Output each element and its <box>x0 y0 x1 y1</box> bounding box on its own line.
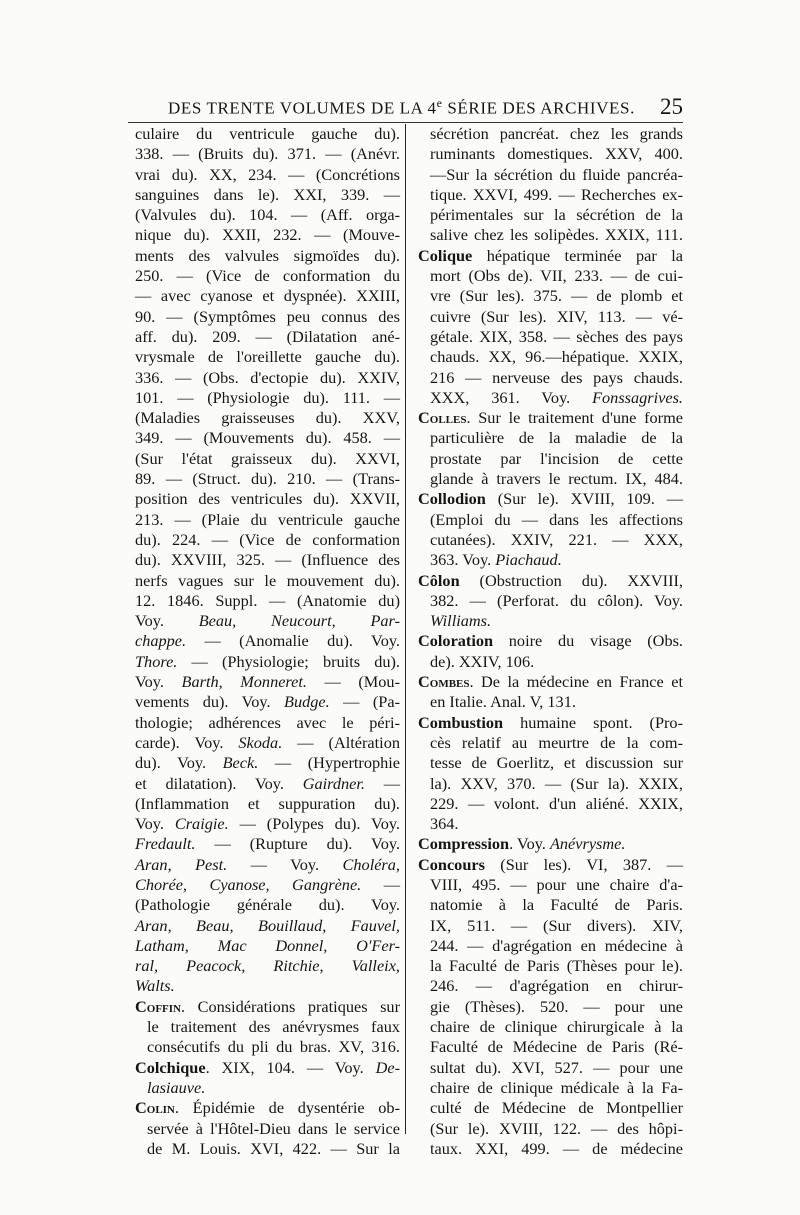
index-text: Latham, Mac Donnel, O'Fer- <box>135 935 400 955</box>
index-line <box>418 1017 683 1037</box>
index-line <box>135 307 400 327</box>
index-text: chauds. XX, 96.—hépatique. XXIX, <box>430 347 683 367</box>
index-text: — (Physiologie; bruits du). <box>177 651 400 671</box>
index-line <box>135 936 400 956</box>
index-text: tesse de Goerlitz, et discussion sur <box>430 753 683 773</box>
index-text: 382. — (Perforat. du côlon). Voy. <box>430 590 683 610</box>
index-line <box>135 672 400 692</box>
index-line <box>135 428 400 448</box>
index-text: Barth, Monneret. <box>181 672 307 692</box>
index-line <box>418 205 683 225</box>
index-text: salive chez les solipèdes. XXIX, 111. <box>430 225 683 245</box>
index-line <box>418 936 683 956</box>
index-line <box>418 733 683 753</box>
index-text: du). XXVIII, 325. — (Influence des <box>135 550 400 570</box>
entry-headword: Combes <box>418 672 470 692</box>
index-line <box>135 855 400 875</box>
index-line <box>418 388 683 408</box>
index-text: 246. — d'agrégation en chirur- <box>430 976 683 996</box>
index-text: la Faculté de Paris (Thèses pour le). <box>430 956 683 976</box>
index-text: . Voy. <box>509 834 550 854</box>
index-text: (Sur le). XVIII, 109. — <box>485 489 683 509</box>
index-text: Aran, Pest. <box>135 854 228 874</box>
index-text: vrai du). XX, 234. — (Concrétions <box>135 164 400 184</box>
index-line <box>135 713 400 733</box>
index-line <box>418 327 683 347</box>
index-line <box>418 774 683 794</box>
index-line <box>418 286 683 306</box>
index-text: Voy. <box>135 814 175 834</box>
index-text: sultat du). XVI, 527. — pour une <box>430 1057 683 1077</box>
index-text: périmentales sur la sécrétion de la <box>430 205 683 225</box>
index-line <box>418 225 683 245</box>
index-text: du). 224. — (Vice de conformation <box>135 529 400 549</box>
index-text: hépatique terminée par la <box>472 245 683 265</box>
index-text: (Maladies graisseuses du). XXV, <box>135 408 400 428</box>
index-text: vrysmale de l'oreillette gauche du). <box>135 347 400 367</box>
index-text: vements du). Voy. <box>135 692 285 712</box>
index-text: culaire du ventricule gauche du). <box>135 124 400 143</box>
index-text: nerfs vagues sur le mouvement du). <box>135 570 400 590</box>
index-text: carde). Voy. <box>135 732 239 752</box>
index-text: cès relatif au meurtre de la com- <box>430 732 683 752</box>
index-text: noire du visage (Obs. <box>493 631 683 651</box>
index-text: . Épidémie de dysentérie ob- <box>174 1098 400 1118</box>
index-line <box>135 469 400 489</box>
index-text: (Valvules du). 104. — (Aff. orga- <box>135 205 400 225</box>
index-text: de). XXIV, 106. <box>430 651 535 671</box>
index-line <box>135 956 400 976</box>
index-text: Anévrysme. <box>549 834 626 854</box>
index-text: Voy. <box>135 672 182 692</box>
index-line <box>418 672 683 692</box>
index-line <box>135 1058 400 1078</box>
index-text: — (Mou- <box>307 672 400 692</box>
index-text: mort (Obs de). VII, 233. — de cui- <box>430 266 683 286</box>
index-line <box>135 225 400 245</box>
index-text: chaire de clinique chirurgicale à la <box>430 1017 683 1037</box>
index-line <box>135 266 400 286</box>
index-line <box>418 753 683 773</box>
index-text: — <box>361 874 400 894</box>
index-line <box>135 550 400 570</box>
index-line <box>135 774 400 794</box>
index-text: 229. — volont. d'un aliéné. XXIX, <box>430 793 683 813</box>
index-line <box>418 611 683 631</box>
index-line <box>135 530 400 550</box>
entry-headword: Combustion <box>418 712 504 732</box>
index-text: tique. XXVI, 499. — Recherches ex- <box>430 184 683 204</box>
index-text: — (Rupture du). Voy. <box>195 834 400 854</box>
index-line <box>418 307 683 327</box>
index-line <box>418 266 683 286</box>
index-text: 12. 1846. Suppl. — (Anatomie du) <box>135 590 400 610</box>
index-line <box>418 997 683 1017</box>
index-text: 338. — (Bruits du). 371. — (Anévr. <box>135 144 400 164</box>
index-line <box>418 1139 683 1159</box>
index-line <box>135 1139 400 1159</box>
index-text: (Sur le). XVIII, 122. — des hôpi- <box>430 1118 683 1138</box>
index-text: 364. <box>430 814 459 834</box>
entry-headword: Colchique <box>135 1057 206 1077</box>
index-line <box>135 327 400 347</box>
index-line <box>418 449 683 469</box>
entry-headword: Colique <box>418 245 473 265</box>
index-line <box>135 652 400 672</box>
index-line <box>418 246 683 266</box>
index-line <box>418 408 683 428</box>
index-text: Budge. <box>284 692 330 712</box>
index-text: taux. XXI, 499. — de médecine <box>430 1138 683 1158</box>
entry-headword: Colles <box>418 408 467 428</box>
header-rule <box>128 122 683 123</box>
index-text: VIII, 495. — pour une chaire d'a- <box>430 874 683 894</box>
entry-headword: Coloration <box>418 631 494 651</box>
index-text: Beau, Neucourt, Par- <box>198 611 400 631</box>
index-text: gie (Thèses). 520. — pour une <box>430 996 683 1016</box>
entry-headword: Compression <box>418 834 510 854</box>
index-line <box>418 916 683 936</box>
index-text: De- <box>375 1057 400 1077</box>
index-text: natomie à la Faculté de Paris. <box>430 895 683 915</box>
index-line <box>418 550 683 570</box>
index-text: gétale. XIX, 358. — sèches des pays <box>430 326 683 346</box>
index-text: vre (Sur les). 375. — de plomb et <box>430 286 683 306</box>
index-text: (Pathologie générale du). Voy. <box>135 895 400 915</box>
index-text: Fredault. <box>135 834 196 854</box>
index-text: ments des valvules sigmoïdes du). <box>135 245 400 265</box>
index-text: lasiauve. <box>147 1077 206 1097</box>
index-text: 89. — (Struct. du). 210. — (Trans- <box>135 469 400 489</box>
index-text: la). XXV, 370. — (Sur la). XXIX, <box>430 773 683 793</box>
index-line <box>418 428 683 448</box>
index-text: . XIX, 104. — Voy. <box>205 1057 376 1077</box>
left-column <box>135 124 400 1159</box>
index-line <box>418 144 683 164</box>
index-text: (Sur les). VI, 387. — <box>484 854 683 874</box>
index-line <box>418 571 683 591</box>
index-line <box>135 814 400 834</box>
right-column <box>418 124 683 1159</box>
index-line <box>135 794 400 814</box>
index-text: sanguines dans le). XXI, 339. — <box>135 184 400 204</box>
index-line <box>135 916 400 936</box>
index-text: Thore. <box>135 651 178 671</box>
index-line <box>418 185 683 205</box>
index-line <box>135 368 400 388</box>
index-text: chaire de clinique médicale à la Fa- <box>430 1077 683 1097</box>
index-line <box>418 895 683 915</box>
index-line <box>135 631 400 651</box>
index-line <box>418 692 683 712</box>
index-text: (Inflammation et suppuration du). <box>135 793 400 813</box>
index-line <box>418 1078 683 1098</box>
index-line <box>135 388 400 408</box>
index-line <box>418 794 683 814</box>
index-text: Aran, Beau, Bouillaud, Fauvel, <box>135 915 400 935</box>
index-text: (Obstruction du). XXVIII, <box>459 570 683 590</box>
index-line <box>418 855 683 875</box>
index-line <box>418 510 683 530</box>
index-text: 213. — (Plaie du ventricule gauche <box>135 509 400 529</box>
index-line <box>418 347 683 367</box>
index-text: — Voy. <box>227 854 343 874</box>
index-line <box>135 875 400 895</box>
entry-headword: Collodion <box>418 489 486 509</box>
index-text: 349. — (Mouvements du). 458. — <box>135 428 400 448</box>
index-line <box>135 1119 400 1139</box>
index-text: . Considérations pratiques sur <box>180 996 400 1016</box>
index-line <box>418 713 683 733</box>
running-head <box>168 94 683 120</box>
index-line <box>135 246 400 266</box>
index-text: glande à travers le rectum. IX, 484. <box>430 469 683 489</box>
index-text: aff. du). 209. — (Dilatation ané- <box>135 326 400 346</box>
index-text: servée à l'Hôtel-Dieu dans le service <box>147 1118 400 1138</box>
index-line <box>135 1078 400 1098</box>
index-line <box>135 753 400 773</box>
index-text: XXX, 361. Voy. <box>430 387 593 407</box>
index-text: (Sur l'état graisseux du). XXVI, <box>135 448 400 468</box>
index-text: Beck. <box>222 753 259 773</box>
index-text: ral, Peacock, Ritchie, Valleix, <box>135 956 400 976</box>
index-line <box>135 1098 400 1118</box>
index-line <box>418 1037 683 1057</box>
index-line <box>418 652 683 672</box>
index-text: Chorée, Cyanose, Gangrène. <box>135 874 362 894</box>
index-text: — (Polypes du). Voy. <box>228 814 400 834</box>
index-text: 363. Voy. <box>430 550 496 570</box>
index-line <box>135 997 400 1017</box>
index-text: Craigie. <box>174 814 229 834</box>
page-number: 25 <box>660 94 683 119</box>
index-line <box>418 814 683 834</box>
index-line <box>135 165 400 185</box>
index-text: — (Pa- <box>329 692 400 712</box>
index-line <box>135 347 400 367</box>
index-text: Faculté de Médecine de Paris (Ré- <box>430 1037 683 1057</box>
index-line <box>135 692 400 712</box>
entry-headword: Côlon <box>418 570 460 590</box>
index-line <box>135 571 400 591</box>
index-text: 250. — (Vice de conformation du <box>135 266 400 286</box>
index-line <box>418 530 683 550</box>
index-text: Choléra, <box>342 854 400 874</box>
index-line <box>135 733 400 753</box>
index-text: nique du). XXII, 232. — (Mouve- <box>135 225 400 245</box>
index-line <box>135 611 400 631</box>
index-text: chappe. <box>135 631 187 651</box>
index-text: position des ventricules du). XXVII, <box>135 489 400 509</box>
index-text: Walts. <box>135 976 175 996</box>
index-text: IX, 511. — (Sur divers). XIV, <box>430 915 683 935</box>
index-text: — avec cyanose et dyspnée). XXIII, <box>135 286 400 306</box>
index-line <box>135 834 400 854</box>
index-line <box>135 591 400 611</box>
index-text: (Emploi du — dans les affections <box>430 509 683 529</box>
index-line <box>418 875 683 895</box>
index-line <box>418 1058 683 1078</box>
index-text: 90. — (Symptômes peu connus des <box>135 306 400 326</box>
index-text: et dilatation). Voy. <box>135 773 303 793</box>
index-text: ruminants domestiques. XXV, 400. <box>430 144 683 164</box>
index-text: 101. — (Physiologie du). 111. — <box>135 387 400 407</box>
index-line <box>418 956 683 976</box>
index-text: —Sur la sécrétion du fluide pancréa- <box>430 164 683 184</box>
index-text: Voy. <box>135 611 199 631</box>
index-text: Fonssagrives. <box>592 387 683 407</box>
index-text: 216 — nerveuse des pays chauds. <box>430 367 683 387</box>
index-line <box>135 1037 400 1057</box>
index-line <box>418 124 683 144</box>
index-line <box>135 185 400 205</box>
index-text: le traitement des anévrysmes faux <box>147 1017 400 1037</box>
index-text: 244. — d'agrégation en médecine à <box>430 935 683 955</box>
index-line <box>418 165 683 185</box>
index-line <box>418 591 683 611</box>
index-line <box>135 144 400 164</box>
index-line <box>135 489 400 509</box>
index-line <box>135 124 400 144</box>
index-text: — (Altération <box>282 732 400 752</box>
index-line <box>135 205 400 225</box>
index-text: culté de Médecine de Montpellier <box>430 1098 683 1118</box>
index-text: — <box>364 773 400 793</box>
index-text: thologie; adhérences avec le péri- <box>135 712 400 732</box>
index-line <box>135 976 400 996</box>
index-line <box>418 976 683 996</box>
index-line <box>418 1098 683 1118</box>
index-text: consécutifs du pli du bras. XV, 316. <box>147 1037 400 1057</box>
index-text: humaine spont. (Pro- <box>503 712 683 732</box>
index-text: cutanées). XXIV, 221. — XXX, <box>430 529 683 549</box>
index-line <box>418 834 683 854</box>
index-text: de M. Louis. XVI, 422. — Sur la <box>147 1138 400 1158</box>
index-text: — (Hypertrophie <box>258 753 400 773</box>
index-text: sécrétion pancréat. chez les grands <box>430 124 683 143</box>
index-text: . Sur le traitement d'une forme <box>466 408 683 428</box>
index-text: Skoda. <box>238 732 283 752</box>
index-line <box>418 631 683 651</box>
running-head-left: DES TRENTE VOLUMES DE LA 4e SÉRIE DES ARCHIVES. <box>168 96 635 118</box>
index-line <box>418 368 683 388</box>
index-text: en Italie. Anal. V, 131. <box>430 692 576 712</box>
index-line <box>135 449 400 469</box>
index-line <box>418 489 683 509</box>
index-text: — (Anomalie du). Voy. <box>186 631 400 651</box>
column-divider <box>405 124 406 1134</box>
index-line <box>135 408 400 428</box>
index-text: . De la médecine en France et <box>469 672 683 692</box>
index-text: Gairdner. <box>302 773 365 793</box>
index-line <box>418 469 683 489</box>
index-line <box>418 1119 683 1139</box>
index-text: cuivre (Sur les). XIV, 113. — vé- <box>430 306 683 326</box>
entry-headword: Concours <box>418 854 485 874</box>
index-text: Williams. <box>430 611 492 631</box>
index-line <box>135 1017 400 1037</box>
index-line <box>135 286 400 306</box>
index-text: particulière de la maladie de la <box>430 428 683 448</box>
index-text: Piachaud. <box>495 550 562 570</box>
entry-headword: Colin <box>135 1098 175 1118</box>
index-line <box>135 510 400 530</box>
entry-headword: Coffin <box>135 996 181 1016</box>
index-line <box>135 895 400 915</box>
index-text: du). Voy. <box>135 753 223 773</box>
index-text: prostate par l'incision de cette <box>430 448 683 468</box>
index-text: 336. — (Obs. d'ectopie du). XXIV, <box>135 367 400 387</box>
